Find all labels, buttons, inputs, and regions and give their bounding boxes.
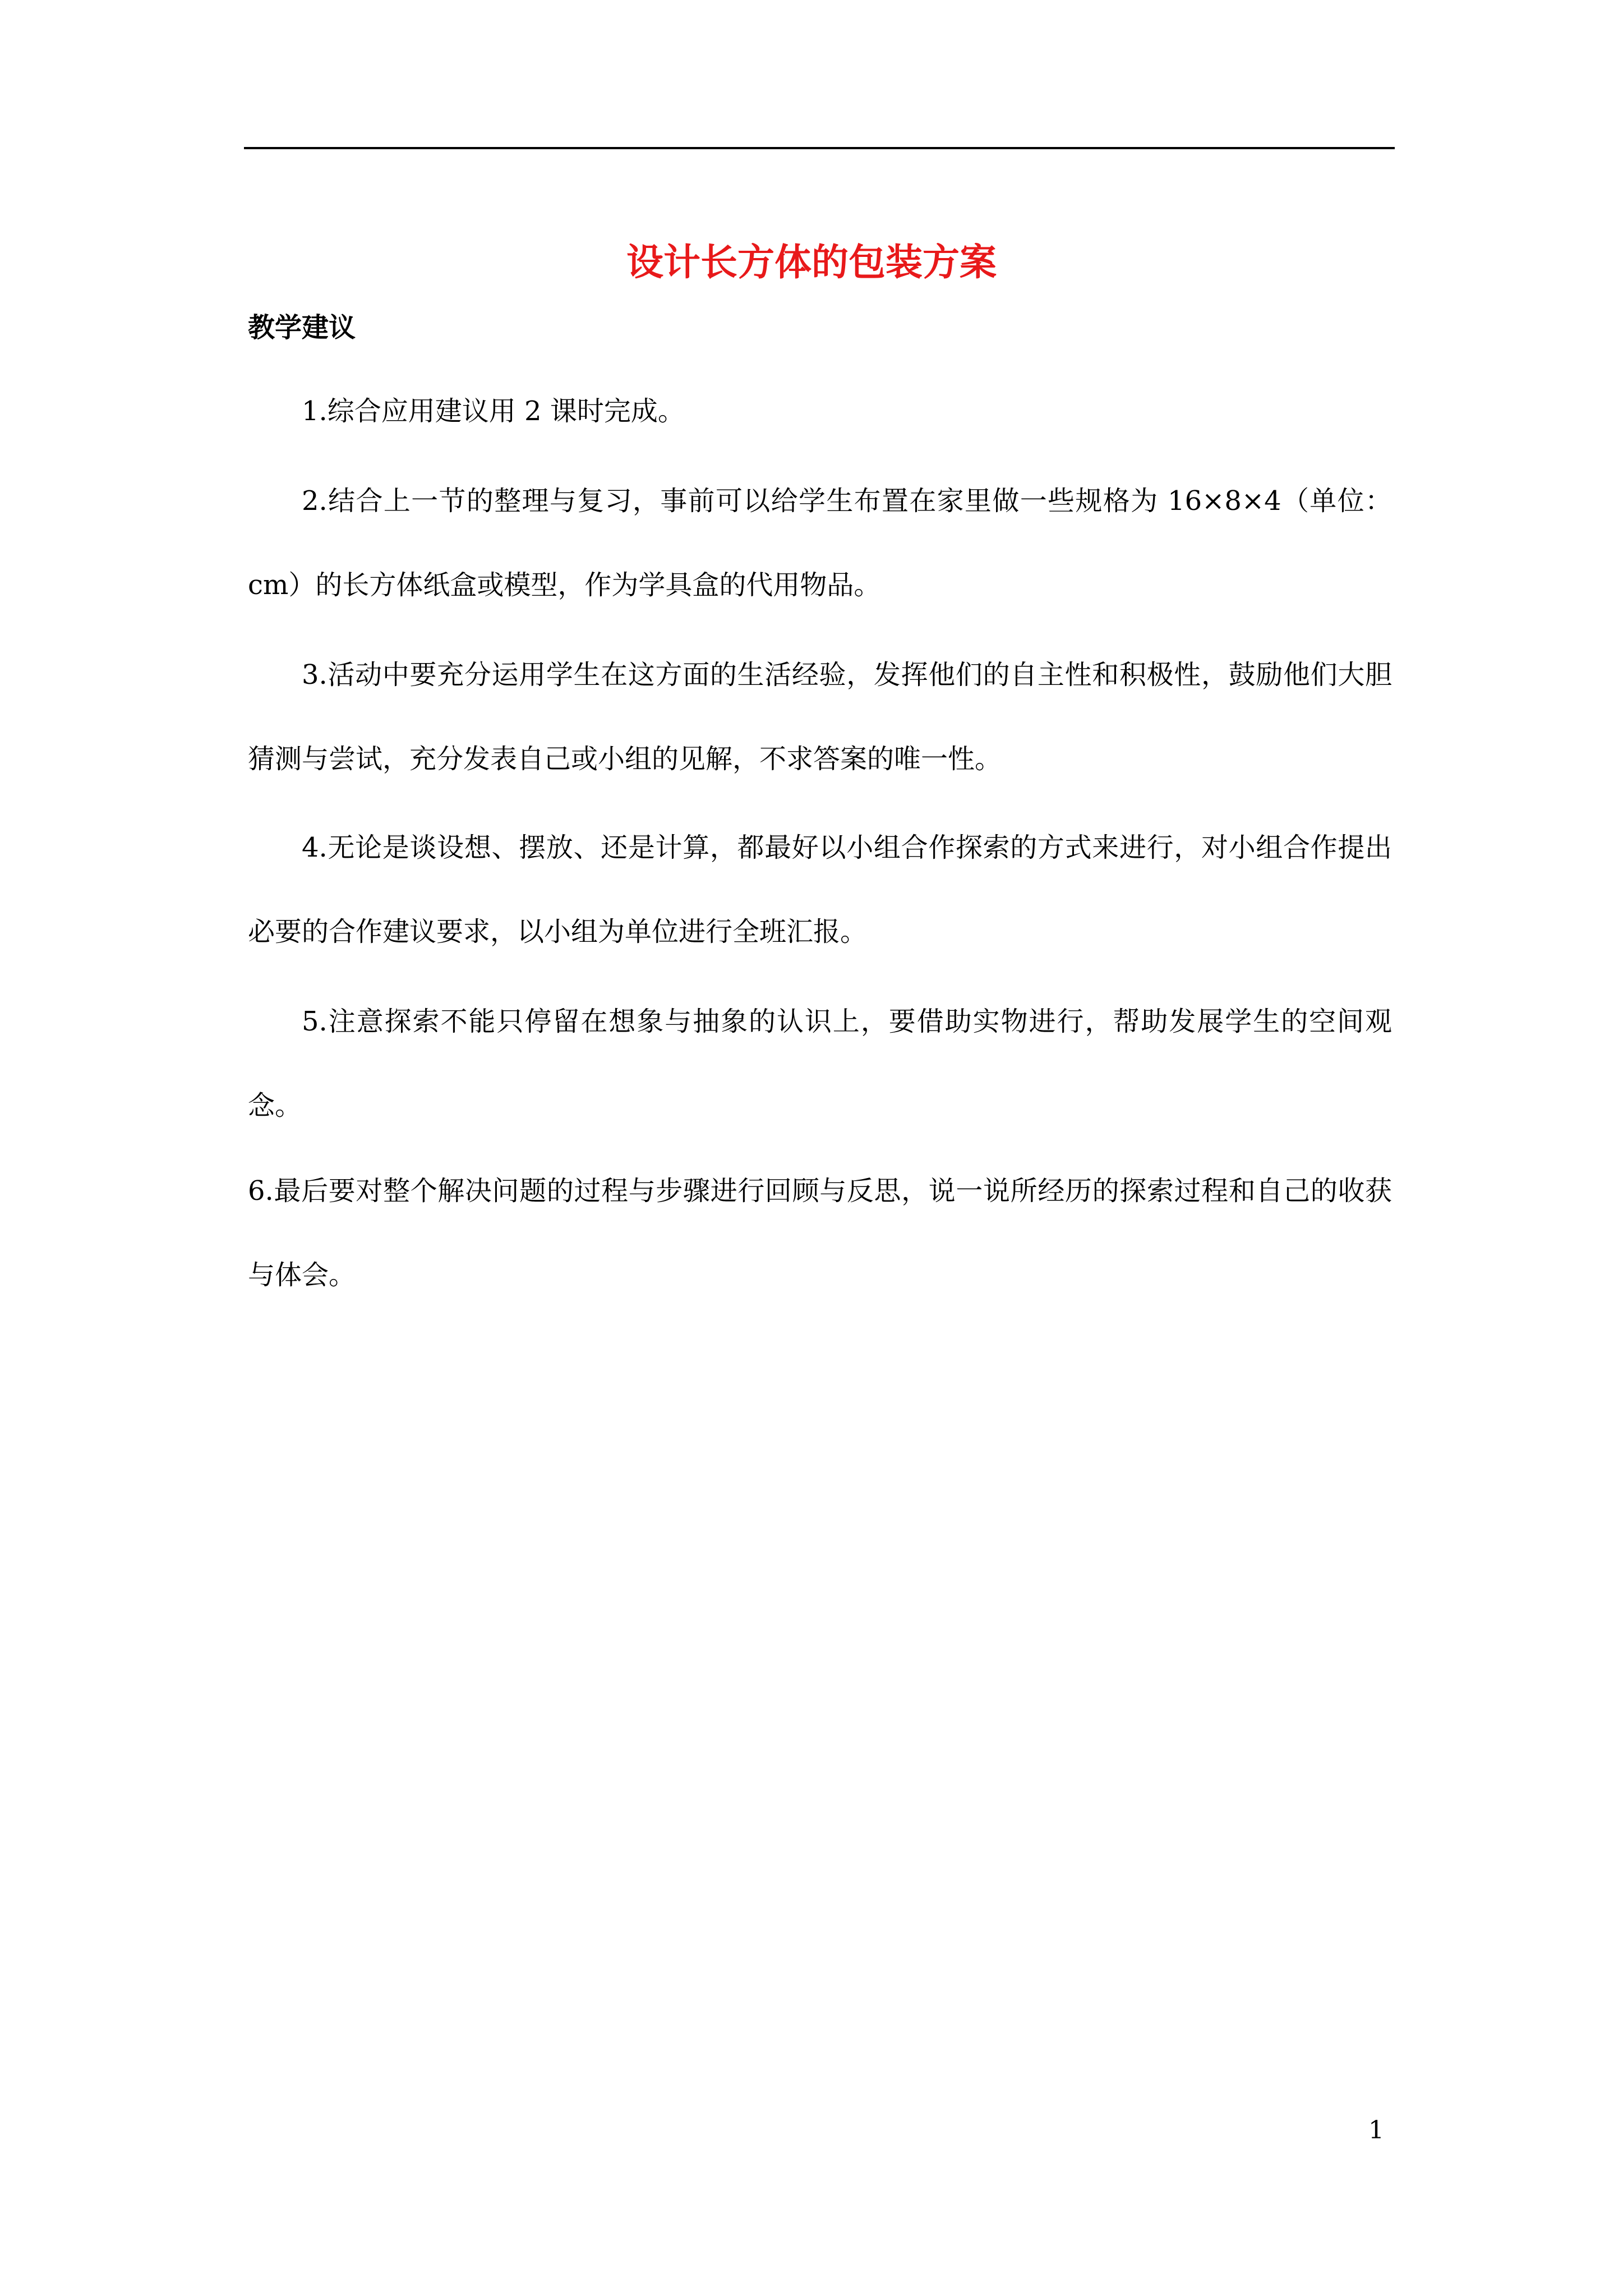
paragraph-3: 3.活动中要充分运用学生在这方面的生活经验，发挥他们的自主性和积极性，鼓励他们大胆猜测与尝试，充分发表自己或小组的见解，不求答案的唯一性。	[248, 659, 1392, 775]
paragraph-6: 6.最后要对整个解决问题的过程与步骤进行回顾与反思，说一说所经历的探索过程和自己的收获与体会。	[248, 1175, 1392, 1291]
paragraph-5: 5.注意探索不能只停留在想象与抽象的认识上，要借助实物进行，帮助发展学生的空间观念。	[248, 1006, 1392, 1121]
header-rule	[244, 147, 1395, 149]
paragraph-2: 2.结合上一节的整理与复习，事前可以给学生布置在家里做一些规格为 16×8×4（单位：cm）的长方体纸盒或模型，作为学具盒的代用物品。	[248, 485, 1392, 601]
paragraph-1: 1.综合应用建议用 2 课时完成。	[302, 395, 685, 427]
page-number: 1	[1368, 2116, 1384, 2145]
section-heading: 教学建议	[248, 312, 356, 343]
paragraph-4: 4.无论是谈设想、摆放、还是计算，都最好以小组合作探索的方式来进行，对小组合作提出必要的合作建议要求，以小组为单位进行全班汇报。	[248, 832, 1392, 947]
document-title: 设计长方体的包装方案	[626, 240, 997, 284]
